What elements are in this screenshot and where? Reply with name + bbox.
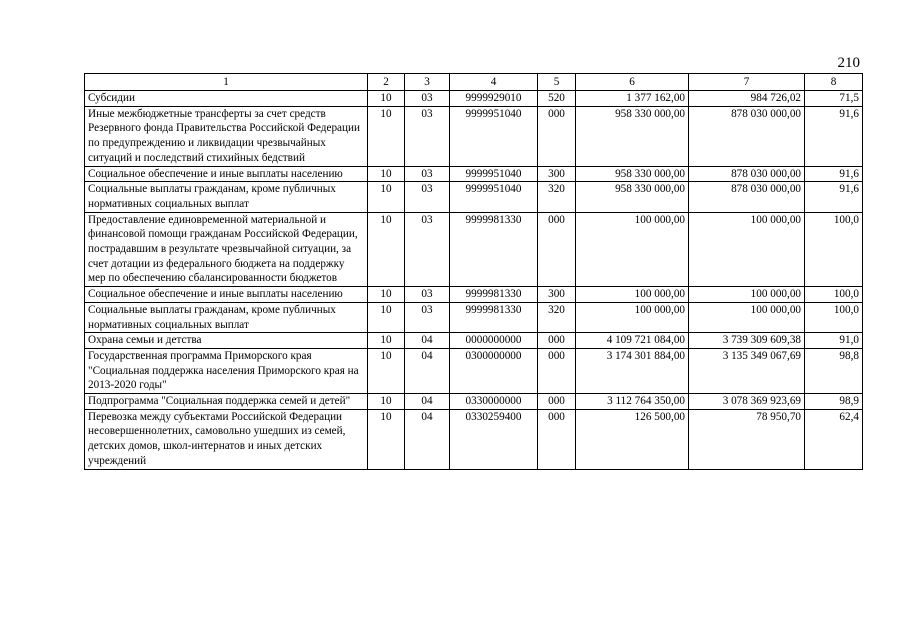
subsection-code: 04 [405,333,450,349]
table-header-row [85,74,863,91]
subsection-code: 03 [405,287,450,303]
section-code: 10 [368,348,405,393]
column-header: 1 [85,74,368,91]
planned-amount: 4 109 721 084,00 [576,333,689,349]
expense-type-code: 000 [538,212,576,287]
target-article-code: 0300000000 [450,348,538,393]
subsection-code: 04 [405,409,450,469]
expense-type-code: 320 [538,302,576,332]
planned-amount: 3 112 764 350,00 [576,394,689,410]
table-row [85,212,863,287]
column-header: 5 [538,74,576,91]
table-row [85,394,863,410]
planned-amount: 100 000,00 [576,212,689,287]
column-header: 4 [450,74,538,91]
executed-amount: 878 030 000,00 [689,166,805,182]
section-code: 10 [368,287,405,303]
planned-amount: 958 330 000,00 [576,106,689,166]
table-row [85,106,863,166]
execution-percent: 98,8 [805,348,863,393]
execution-percent: 91,6 [805,166,863,182]
table-row [85,166,863,182]
table-row [85,348,863,393]
subsection-code: 04 [405,348,450,393]
section-code: 10 [368,91,405,107]
row-name: Субсидии [85,91,368,107]
row-name: Социальные выплаты гражданам, кроме публичных нормативных социальных выплат [85,182,368,212]
target-article-code: 9999981330 [450,212,538,287]
expense-type-code: 520 [538,91,576,107]
section-code: 10 [368,302,405,332]
target-article-code: 9999929010 [450,91,538,107]
expense-type-code: 320 [538,182,576,212]
row-name: Иные межбюджетные трансферты за счет средств Резервного фонда Правительства Российской Федерации по предупреждению и ликвидации чрезвычайных ситуаций и последствий стихийных бедствий [85,106,368,166]
executed-amount: 878 030 000,00 [689,106,805,166]
section-code: 10 [368,212,405,287]
target-article-code: 9999951040 [450,182,538,212]
target-article-code: 9999951040 [450,106,538,166]
executed-amount: 3 739 309 609,38 [689,333,805,349]
executed-amount: 100 000,00 [689,287,805,303]
budget-table [84,73,863,470]
table-row [85,302,863,332]
subsection-code: 04 [405,394,450,410]
planned-amount: 1 377 162,00 [576,91,689,107]
section-code: 10 [368,333,405,349]
execution-percent: 100,0 [805,302,863,332]
planned-amount: 100 000,00 [576,287,689,303]
subsection-code: 03 [405,212,450,287]
target-article-code: 9999951040 [450,166,538,182]
execution-percent: 100,0 [805,287,863,303]
planned-amount: 958 330 000,00 [576,166,689,182]
row-name: Социальное обеспечение и иные выплаты населению [85,287,368,303]
page-number: 210 [837,55,860,71]
execution-percent: 91,6 [805,182,863,212]
execution-percent: 98,9 [805,394,863,410]
column-header: 8 [805,74,863,91]
execution-percent: 71,5 [805,91,863,107]
execution-percent: 91,0 [805,333,863,349]
row-name: Подпрограмма "Социальная поддержка семей и детей" [85,394,368,410]
execution-percent: 62,4 [805,409,863,469]
executed-amount: 78 950,70 [689,409,805,469]
executed-amount: 100 000,00 [689,302,805,332]
expense-type-code: 000 [538,394,576,410]
table-row [85,91,863,107]
target-article-code: 0330259400 [450,409,538,469]
column-header: 7 [689,74,805,91]
section-code: 10 [368,182,405,212]
execution-percent: 91,6 [805,106,863,166]
expense-type-code: 300 [538,287,576,303]
target-article-code: 0000000000 [450,333,538,349]
executed-amount: 878 030 000,00 [689,182,805,212]
target-article-code: 9999981330 [450,287,538,303]
expense-type-code: 000 [538,106,576,166]
expense-type-code: 000 [538,348,576,393]
column-header: 2 [368,74,405,91]
section-code: 10 [368,409,405,469]
target-article-code: 0330000000 [450,394,538,410]
expense-type-code: 000 [538,409,576,469]
target-article-code: 9999981330 [450,302,538,332]
row-name: Охрана семьи и детства [85,333,368,349]
row-name: Перевозка между субъектами Российской Федерации несовершеннолетних, самовольно ушедших из семей, детских домов, школ-интернатов и иных детских учреждений [85,409,368,469]
planned-amount: 3 174 301 884,00 [576,348,689,393]
expense-type-code: 300 [538,166,576,182]
row-name: Социальные выплаты гражданам, кроме публичных нормативных социальных выплат [85,302,368,332]
executed-amount: 984 726,02 [689,91,805,107]
subsection-code: 03 [405,166,450,182]
table-row [85,333,863,349]
section-code: 10 [368,166,405,182]
planned-amount: 100 000,00 [576,302,689,332]
subsection-code: 03 [405,182,450,212]
subsection-code: 03 [405,91,450,107]
execution-percent: 100,0 [805,212,863,287]
executed-amount: 3 135 349 067,69 [689,348,805,393]
row-name: Предоставление единовременной материальной и финансовой помощи гражданам Российской Федерации, пострадавшим в результате чрезвычайной ситуации, за счет дотации из федерального бюджета на поддержку мер по обеспечению сбалансированности бюджетов [85,212,368,287]
executed-amount: 3 078 369 923,69 [689,394,805,410]
row-name: Социальное обеспечение и иные выплаты населению [85,166,368,182]
planned-amount: 958 330 000,00 [576,182,689,212]
planned-amount: 126 500,00 [576,409,689,469]
column-header: 6 [576,74,689,91]
table-row [85,287,863,303]
expense-type-code: 000 [538,333,576,349]
table-row [85,409,863,469]
row-name: Государственная программа Приморского края "Социальная поддержка населения Приморского края на 2013-2020 годы" [85,348,368,393]
subsection-code: 03 [405,302,450,332]
section-code: 10 [368,106,405,166]
table-row [85,182,863,212]
subsection-code: 03 [405,106,450,166]
executed-amount: 100 000,00 [689,212,805,287]
column-header: 3 [405,74,450,91]
section-code: 10 [368,394,405,410]
